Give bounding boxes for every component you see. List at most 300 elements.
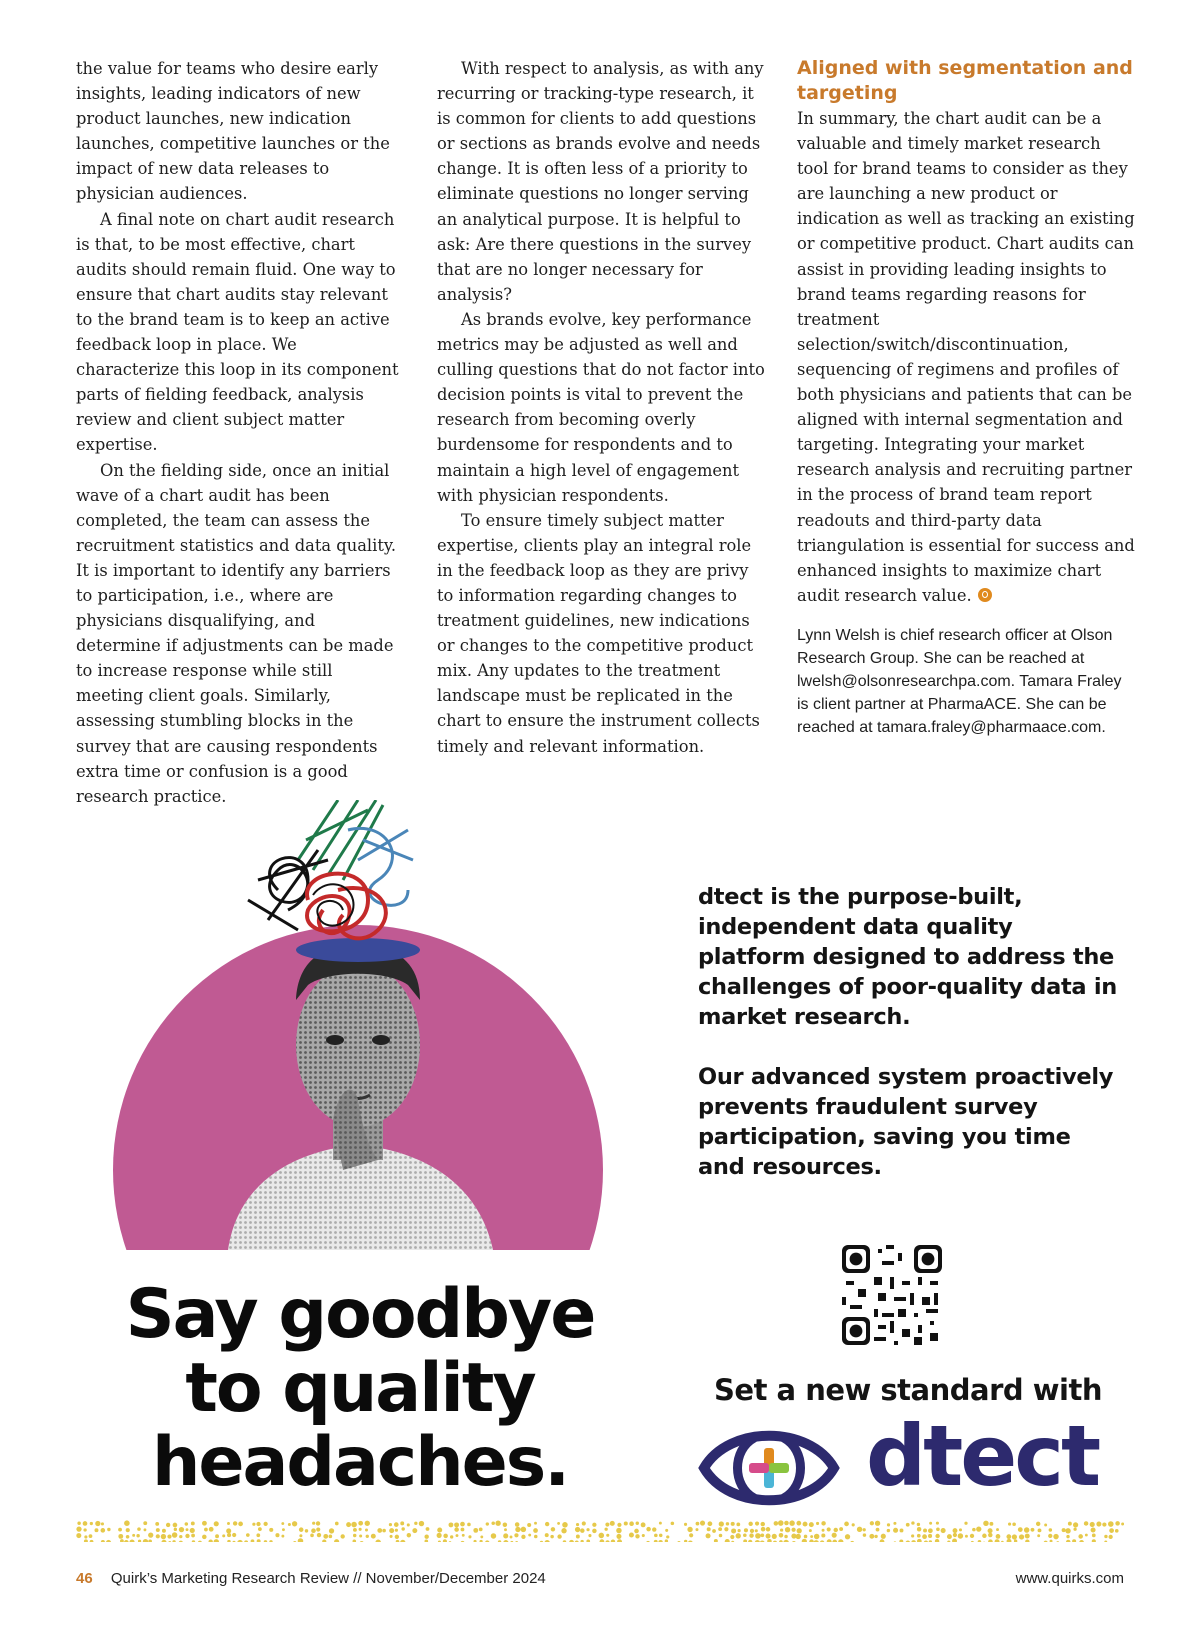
decorative-dot [1001, 1541, 1004, 1542]
author-bio: Lynn Welsh is chief research officer at Olson Research Group. She can be reached at lwelsh@olsonresearchpa.com. Tamara Fraley is client partner at PharmaACE. She can be reached at tamara.fraley@pharmaace.com. [797, 626, 1122, 736]
decorative-dot [353, 1534, 356, 1537]
decorative-dot [186, 1528, 189, 1531]
decorative-dot [832, 1533, 837, 1538]
decorative-dot [952, 1539, 957, 1542]
decorative-dot [293, 1541, 296, 1542]
decorative-dot [821, 1521, 825, 1525]
decorative-dot [437, 1527, 442, 1532]
decorative-dot [797, 1528, 802, 1533]
decorative-dot [258, 1527, 262, 1531]
decorative-dot [688, 1540, 693, 1542]
decorative-dot [1014, 1539, 1017, 1542]
decorative-dot [382, 1529, 386, 1533]
decorative-dot [275, 1533, 279, 1537]
decorative-dot [1090, 1522, 1095, 1527]
decorative-dot [486, 1522, 489, 1525]
dtect-eye-logo-icon [694, 1420, 844, 1516]
decorative-dot [237, 1540, 243, 1542]
decorative-dot [299, 1527, 304, 1532]
decorative-dot [126, 1528, 130, 1532]
paragraph: A final note on chart audit research is that, to be most effective, chart audits should remain fluid. One way to ensure that chart audits stay relevant to the brand team is to keep an active feedback loop in place. We characterize this loop in its component parts of fielding feedback, analysis review and client subject matter expertise. [76, 209, 399, 455]
decorative-dot [964, 1522, 967, 1525]
decorative-dot [1104, 1541, 1107, 1542]
decorative-dot [911, 1534, 914, 1537]
decorative-dot [179, 1527, 184, 1532]
decorative-dot [881, 1534, 886, 1539]
decorative-dot [863, 1528, 866, 1531]
decorative-dot [323, 1534, 328, 1539]
decorative-dot [191, 1522, 195, 1526]
decorative-dot [503, 1533, 508, 1538]
decorative-dot [970, 1534, 974, 1538]
decorative-dot [491, 1533, 496, 1538]
decorative-dot [850, 1541, 854, 1542]
decorative-dot [789, 1520, 794, 1525]
decorative-dot [1048, 1534, 1052, 1538]
decorative-dot [437, 1533, 442, 1538]
decorative-dot [214, 1521, 219, 1526]
decorative-dot [838, 1539, 843, 1542]
decorative-dot [863, 1533, 866, 1536]
decorative-dot [359, 1535, 362, 1538]
decorative-dot [1062, 1528, 1066, 1532]
decorative-dot [928, 1528, 933, 1533]
decorative-dot [316, 1521, 320, 1525]
decorative-dot [755, 1521, 759, 1525]
decorative-dot [305, 1529, 308, 1532]
decorative-dot [316, 1527, 320, 1531]
decorative-dot [394, 1522, 399, 1527]
decorative-dot [749, 1533, 753, 1537]
decorative-dot [143, 1521, 147, 1525]
decorative-dot [1115, 1529, 1119, 1533]
decorative-dot [298, 1538, 304, 1542]
decorative-dot [814, 1534, 820, 1540]
decorative-dot [179, 1541, 183, 1542]
decorative-dot [396, 1540, 400, 1542]
decorative-dot [592, 1523, 596, 1527]
decorative-dot [540, 1541, 543, 1542]
decorative-dot [1037, 1534, 1040, 1537]
decorative-dot [89, 1534, 93, 1538]
decorative-dot [232, 1533, 236, 1537]
ad-copy-paragraph: Our advanced system proactively prevents fraudulent survey participation, saving you time and resources. [698, 1064, 1114, 1180]
decorative-dot [983, 1521, 988, 1526]
decorative-dot [561, 1528, 566, 1533]
decorative-dot [730, 1535, 734, 1539]
decorative-dot [179, 1535, 182, 1538]
decorative-dot [390, 1535, 393, 1538]
decorative-dot [761, 1527, 766, 1532]
ad-copy-paragraph: dtect is the purpose-built, independent data quality platform designed to address the challenges of poor-quality data in market research. [698, 884, 1117, 1030]
decorative-dot [534, 1522, 537, 1525]
decorative-dot [359, 1528, 362, 1531]
decorative-dot [635, 1534, 639, 1538]
decorative-dot [1012, 1522, 1016, 1526]
decorative-dot [473, 1528, 478, 1533]
end-mark-icon [978, 588, 992, 602]
paragraph: To ensure timely subject matter expertise, clients play an integral role in the feedback loop as they are privy to information regarding changes to treatment guidelines, new indications or changes to the competitive product mix. Any updates to the treatment landscape must be replicated in the chart to ensure the instrument collects timely and relevant information. [437, 510, 760, 756]
decorative-dot [791, 1528, 795, 1532]
decorative-dot [148, 1533, 153, 1538]
decorative-dot [474, 1540, 477, 1542]
decorative-dot [515, 1522, 520, 1527]
decorative-dot [947, 1534, 952, 1539]
decorative-dot [767, 1539, 772, 1542]
decorative-dot [156, 1534, 160, 1538]
decorative-dot [454, 1527, 459, 1532]
decorative-dot [1078, 1534, 1083, 1539]
decorative-dot [1115, 1521, 1120, 1526]
decorative-dot [996, 1528, 999, 1531]
decorative-dot [629, 1533, 634, 1538]
decorative-dot [485, 1540, 489, 1542]
decorative-dot [827, 1539, 832, 1542]
decorative-dot [143, 1539, 148, 1542]
decorative-dot [959, 1528, 962, 1531]
decorative-dot [629, 1521, 634, 1526]
decorative-dot [576, 1535, 580, 1539]
paragraph-text: In summary, the chart audit can be a valuable and timely market research tool for brand teams to consider as they are launching a new product or indication as well as tracking an existing or competitive product. Chart audits can assist in providing leading insights to brand teams regarding reasons for treatment selection/switch/discontinuation, sequencing of regimens and profiles of both physicians and patients that can be aligned with internal segmentation and targeting. Integrating your market research analysis and recruiting partner in the process of brand team report readouts and third-party data triangulation is essential for success and enhanced insights to maximize chart audit research value. [797, 109, 1135, 605]
decorative-dot [575, 1541, 579, 1542]
ad-headline-line: headaches. [151, 1423, 569, 1502]
decorative-dot [299, 1534, 302, 1537]
decorative-dot [1092, 1539, 1096, 1542]
decorative-dot [222, 1534, 225, 1537]
decorative-dot [731, 1528, 736, 1533]
page-footer [76, 1570, 1124, 1594]
decorative-dot [1066, 1535, 1069, 1538]
decorative-dot [1102, 1522, 1106, 1526]
decorative-dot [844, 1522, 849, 1527]
decorative-dot [545, 1533, 549, 1537]
decorative-dot [468, 1535, 471, 1538]
decorative-dot [341, 1534, 345, 1538]
decorative-dot [766, 1534, 771, 1539]
decorative-dot [557, 1522, 560, 1525]
decorative-dot [401, 1527, 404, 1530]
decorative-dot [132, 1534, 135, 1537]
decorative-dot [515, 1527, 520, 1532]
decorative-dot [666, 1535, 669, 1538]
decorative-dot [562, 1522, 568, 1528]
decorative-dot [922, 1534, 927, 1539]
decorative-dot [779, 1533, 784, 1538]
decorative-dot [162, 1529, 166, 1533]
decorative-dot [1096, 1522, 1101, 1527]
decorative-dot [166, 1523, 170, 1527]
decorative-dot [718, 1527, 722, 1531]
decorative-dot [462, 1534, 465, 1537]
decorative-dot [784, 1521, 789, 1526]
decorative-dot [545, 1522, 549, 1526]
decorative-dot [353, 1540, 357, 1542]
qr-code-icon[interactable] [842, 1245, 942, 1345]
decorative-dot [479, 1540, 482, 1542]
decorative-dot [576, 1523, 579, 1526]
decorative-dot [719, 1521, 724, 1526]
decorative-dot [264, 1540, 268, 1542]
decorative-dot [917, 1523, 920, 1526]
decorative-dot [106, 1540, 111, 1542]
decorative-dot [124, 1540, 129, 1542]
decorative-dot [978, 1540, 982, 1542]
decorative-dot [845, 1534, 850, 1539]
decorative-dot [725, 1539, 730, 1542]
decorative-dot [935, 1539, 939, 1542]
decorative-dot [256, 1533, 260, 1537]
decorative-dot [893, 1522, 896, 1525]
decorative-dot [1073, 1528, 1076, 1531]
decorative-dot [876, 1528, 880, 1532]
decorative-dot [899, 1539, 903, 1542]
decorative-dot [1036, 1522, 1040, 1526]
decorative-dot [1085, 1534, 1088, 1537]
decorative-dot [743, 1539, 747, 1542]
decorative-dot [467, 1523, 471, 1527]
decorative-dot [456, 1534, 459, 1537]
decorative-dot [588, 1534, 591, 1537]
decorative-dot [118, 1528, 122, 1532]
decorative-dot [736, 1522, 740, 1526]
decorative-dot [636, 1522, 639, 1525]
decorative-dot [172, 1532, 177, 1537]
decorative-dot [816, 1522, 819, 1525]
decorative-dot [869, 1534, 874, 1539]
decorative-dot [1007, 1539, 1012, 1542]
decorative-dot [761, 1522, 765, 1526]
decorative-dot [924, 1541, 928, 1542]
decorative-dot [1025, 1540, 1029, 1542]
decorative-dot-band [76, 1520, 1124, 1542]
decorative-dot [76, 1527, 81, 1532]
decorative-dot [760, 1540, 765, 1542]
decorative-dot [929, 1540, 932, 1542]
decorative-dot [264, 1522, 268, 1526]
decorative-dot [712, 1529, 716, 1533]
page-number: 46 [76, 1570, 93, 1587]
decorative-dot [965, 1535, 968, 1538]
decorative-dot [515, 1541, 518, 1542]
decorative-dot [1108, 1521, 1114, 1527]
decorative-dot [334, 1539, 339, 1542]
decorative-dot [136, 1534, 139, 1537]
decorative-dot [671, 1522, 675, 1526]
decorative-dot [371, 1534, 376, 1539]
paragraph [797, 106, 1137, 608]
decorative-dot [528, 1534, 531, 1537]
decorative-dot [821, 1533, 825, 1537]
decorative-dot [750, 1529, 754, 1533]
decorative-dot [982, 1534, 986, 1538]
decorative-dot [820, 1540, 825, 1542]
decorative-dot [377, 1528, 382, 1533]
decorative-dot [988, 1539, 993, 1542]
decorative-dot [407, 1533, 411, 1537]
decorative-dot [138, 1540, 141, 1542]
decorative-dot [503, 1523, 508, 1528]
decorative-dot [1091, 1528, 1096, 1533]
decorative-dot [167, 1534, 171, 1538]
decorative-dot [642, 1534, 645, 1537]
decorative-dot [780, 1528, 783, 1531]
decorative-dot [995, 1539, 1000, 1542]
decorative-dot [335, 1522, 339, 1526]
decorative-dot [870, 1521, 874, 1525]
decorative-dot [1006, 1534, 1011, 1539]
decorative-dot [311, 1528, 316, 1533]
decorative-dot [917, 1527, 922, 1532]
decorative-dot [161, 1540, 166, 1542]
article-column-1 [76, 56, 402, 809]
decorative-dot [809, 1529, 812, 1532]
decorative-dot [887, 1523, 890, 1526]
decorative-dot [190, 1528, 195, 1533]
decorative-dot [202, 1521, 207, 1526]
decorative-dot [605, 1540, 609, 1542]
decorative-dot [365, 1528, 368, 1531]
decorative-dot [989, 1522, 993, 1526]
decorative-dot [606, 1534, 609, 1537]
decorative-dot [414, 1522, 417, 1525]
website-link[interactable]: www.quirks.com [1015, 1570, 1124, 1587]
decorative-dot [191, 1534, 195, 1538]
decorative-dot [1073, 1522, 1078, 1527]
decorative-dot [809, 1539, 814, 1542]
decorative-dot [1068, 1522, 1072, 1526]
decorative-dot [172, 1540, 175, 1542]
decorative-dot [1012, 1534, 1017, 1539]
decorative-dot [1065, 1528, 1070, 1533]
decorative-dot [358, 1521, 363, 1526]
decorative-dot [454, 1522, 459, 1527]
decorative-dot [173, 1523, 178, 1528]
decorative-dot [857, 1527, 862, 1532]
decorative-dot [641, 1522, 646, 1527]
decorative-dot [586, 1528, 589, 1531]
decorative-dot [563, 1540, 567, 1542]
decorative-dot [84, 1539, 88, 1542]
decorative-dot [936, 1522, 939, 1525]
decorative-dot [480, 1536, 483, 1539]
decorative-dot [1019, 1534, 1024, 1539]
decorative-dot [288, 1523, 291, 1526]
decorative-dot [941, 1528, 946, 1533]
decorative-dot [443, 1534, 448, 1539]
decorative-dot [852, 1523, 855, 1526]
decorative-dot [479, 1528, 483, 1532]
decorative-dot [101, 1528, 106, 1533]
decorative-dot [1049, 1528, 1052, 1531]
publication-info: Quirk’s Marketing Research Review // November/December 2024 [110, 1570, 546, 1587]
decorative-dot [1044, 1541, 1048, 1542]
decorative-dot [251, 1539, 255, 1542]
decorative-dot [366, 1535, 369, 1538]
decorative-dot [533, 1528, 538, 1533]
ad-headline-line: Say goodbye [125, 1275, 595, 1354]
decorative-dot [1050, 1540, 1053, 1542]
decorative-dot [174, 1528, 177, 1531]
decorative-dot [424, 1535, 428, 1539]
decorative-dot [1038, 1528, 1042, 1532]
decorative-dot [652, 1527, 656, 1531]
decorative-dot [604, 1528, 607, 1531]
decorative-dot [646, 1527, 651, 1532]
decorative-dot [832, 1540, 837, 1542]
decorative-dot [827, 1527, 831, 1531]
decorative-dot [198, 1541, 202, 1542]
decorative-dot [389, 1528, 394, 1533]
decorative-dot [461, 1541, 465, 1542]
decorative-dot [714, 1539, 718, 1542]
decorative-dot [695, 1528, 698, 1531]
decorative-dot [1121, 1523, 1124, 1526]
decorative-dot [83, 1521, 88, 1526]
decorative-dot [744, 1528, 748, 1532]
decorative-dot [95, 1528, 99, 1532]
decorative-dot [743, 1533, 747, 1537]
decorative-dot [1066, 1540, 1071, 1542]
decorative-dot [449, 1541, 452, 1542]
decorative-dot [155, 1522, 159, 1526]
decorative-dot [936, 1527, 940, 1531]
decorative-dot [905, 1541, 910, 1542]
decorative-dot [438, 1541, 441, 1542]
decorative-dot [719, 1534, 723, 1538]
decorative-dot [958, 1533, 963, 1538]
decorative-dot [1056, 1541, 1059, 1542]
decorative-dot [893, 1528, 898, 1533]
decorative-dot [498, 1540, 501, 1542]
decorative-dot [90, 1522, 93, 1525]
decorative-dot [168, 1541, 171, 1542]
decorative-dot [1084, 1521, 1089, 1526]
decorative-dot [215, 1534, 219, 1538]
decorative-dot [227, 1540, 230, 1542]
decorative-dot [677, 1541, 680, 1542]
decorative-dot [360, 1541, 364, 1542]
decorative-dot [617, 1539, 622, 1542]
decorative-dot [778, 1520, 784, 1526]
decorative-dot [1092, 1534, 1096, 1538]
decorative-dot [226, 1528, 231, 1533]
decorative-dot [292, 1521, 297, 1526]
decorative-dot [646, 1541, 650, 1542]
decorative-dot [544, 1540, 549, 1542]
decorative-dot [504, 1528, 507, 1531]
decorative-dot [1025, 1534, 1030, 1539]
decorative-dot [928, 1534, 932, 1538]
decorative-dot [124, 1520, 130, 1526]
decorative-dot [246, 1533, 250, 1537]
decorative-dot [760, 1533, 764, 1537]
decorative-dot [893, 1541, 896, 1542]
decorative-dot [107, 1528, 110, 1531]
decorative-dot [424, 1539, 428, 1542]
decorative-dot [461, 1528, 465, 1532]
decorative-dot [684, 1523, 687, 1526]
decorative-dot [839, 1527, 843, 1531]
decorative-dot [252, 1523, 255, 1526]
decorative-dot [400, 1540, 405, 1542]
decorative-dot [83, 1528, 86, 1531]
decorative-dot [906, 1523, 910, 1527]
decorative-dot [766, 1527, 770, 1531]
decorative-dot [911, 1521, 914, 1524]
decorative-dot [1079, 1540, 1084, 1542]
decorative-dot [611, 1540, 615, 1542]
decorative-dot [917, 1534, 921, 1538]
